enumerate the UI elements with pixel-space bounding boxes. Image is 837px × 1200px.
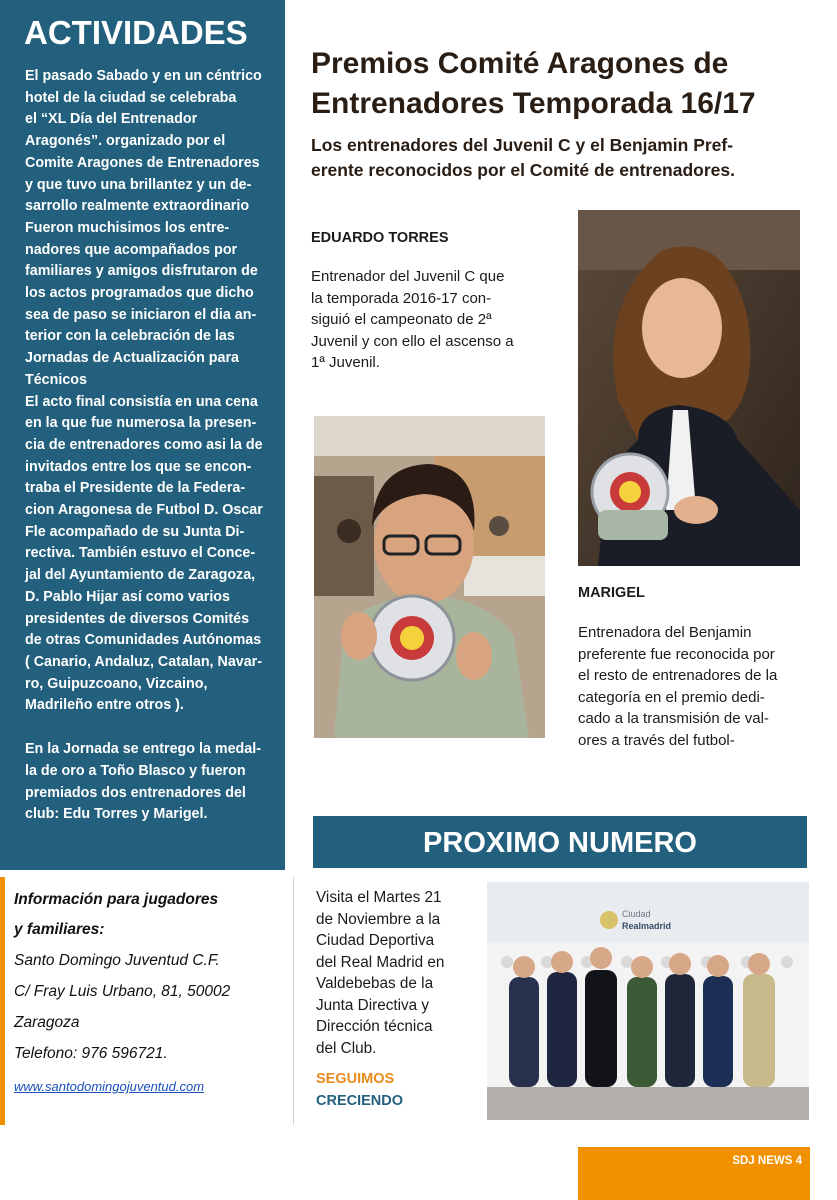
sidebar-paragraph: Fueron muchisimos los entre- nadores que acompañados por familiares y amigos disfrutaron de los actos programados que dicho sea de paso se iniciaron el dia an- terior con la celebración de las Jornadas de Actualización para Técnicos — [25, 219, 258, 388]
article-title: Premios Comité Aragones de Entrenadores Temporada 16/17 — [311, 47, 756, 120]
divider — [293, 877, 294, 1125]
club-phone: Telefono: 976 596721. — [14, 1045, 168, 1062]
contact-heading: Información para jugadores y familiares: — [14, 891, 219, 938]
sidebar-paragraph: El acto final consistía en una cena en la que fue numerosa la presen- cia de entrenadores como asi la de invitados entre los que se encon- traba el Presidente de la Federa- cion Aragonesa de Futbol D. Oscar Fle acompañado de su Junta Di- rectiva. También estuvo el Conce- jal del Ayuntamiento de Zaragoza, D. Pablo Hijar así como varios presidentes de diversos Comités de otras Comunidades Autónomas ( Canario, Andaluz, Catalan, Navar- ro, Guipuzcoano, Vizcaino, Madrileño entre otros ). — [25, 393, 263, 714]
person2-description: Entrenadora del Benjamin preferente fue reconocida por el resto de entrenadores de la categoría en el premio dedi- cado a la transmisión de val- ores a través del futbol- — [578, 624, 778, 749]
club-address: C/ Fray Luis Urbano, 81, 50002 — [14, 983, 231, 1000]
page-label: SDJ NEWS 4 — [732, 1155, 802, 1167]
eduardo-photo-image — [314, 416, 545, 738]
footer-tab — [578, 1147, 810, 1200]
person2-name: MARIGEL — [578, 585, 645, 601]
website-link[interactable]: www.santodomingojuventud.com — [14, 1079, 205, 1094]
sign-ciudad: Ciudad — [622, 909, 651, 919]
group-photo-image — [487, 882, 809, 1120]
club-city: Zaragoza — [14, 1014, 80, 1031]
marigel-photo-image — [578, 210, 800, 566]
contact-info — [14, 885, 279, 1102]
accent-bar — [0, 877, 5, 1125]
contact-info-box — [0, 877, 285, 1125]
person1-description: Entrenador del Juvenil C que la temporada 2016-17 con- siguió el campeonato de 2ª Juvenil y con ello el ascenso a 1ª Juvenil. — [311, 268, 514, 371]
marigel-photo — [578, 210, 800, 566]
next-issue-text: Visita el Martes 21 de Noviembre a la Ciudad Deportiva del Real Madrid en Valdebebas de la Junta Directiva y Dirección técnica del Club. — [316, 889, 445, 1057]
sidebar-paragraph: El pasado Sabado y en un céntrico hotel de la ciudad se celebraba el “XL Día del Entrenador Aragonés”. organizado por el Comite Aragones de Entrenadores y que tuvo una brillantez y un de- sarrollo realmente extraordinario — [25, 68, 262, 215]
eduardo-photo — [314, 416, 545, 738]
actividades-sidebar — [0, 0, 285, 870]
slogan-line-1: SEGUIMOS — [316, 1071, 395, 1087]
sidebar-title: ACTIVIDADES — [24, 14, 248, 51]
sign-realmadrid: Realmadrid — [622, 921, 672, 931]
sidebar-body — [25, 66, 275, 826]
sidebar-paragraph: En la Jornada se entrego la medal- la de oro a Toño Blasco y fueron premiados dos entrenadores del club: Edu Torres y Marigel. — [25, 741, 261, 823]
club-name: Santo Domingo Juventud C.F. — [14, 952, 220, 969]
article-subtitle: Los entrenadores del Juvenil C y el Benjamin Pref- erente reconocidos por el Comité de entrenadores. — [311, 135, 735, 180]
next-issue-banner: PROXIMO NUMERO — [313, 816, 807, 868]
group-photo — [487, 882, 809, 1120]
person1-name: EDUARDO TORRES — [311, 230, 449, 246]
slogan-line-2: CRECIENDO — [316, 1093, 404, 1109]
